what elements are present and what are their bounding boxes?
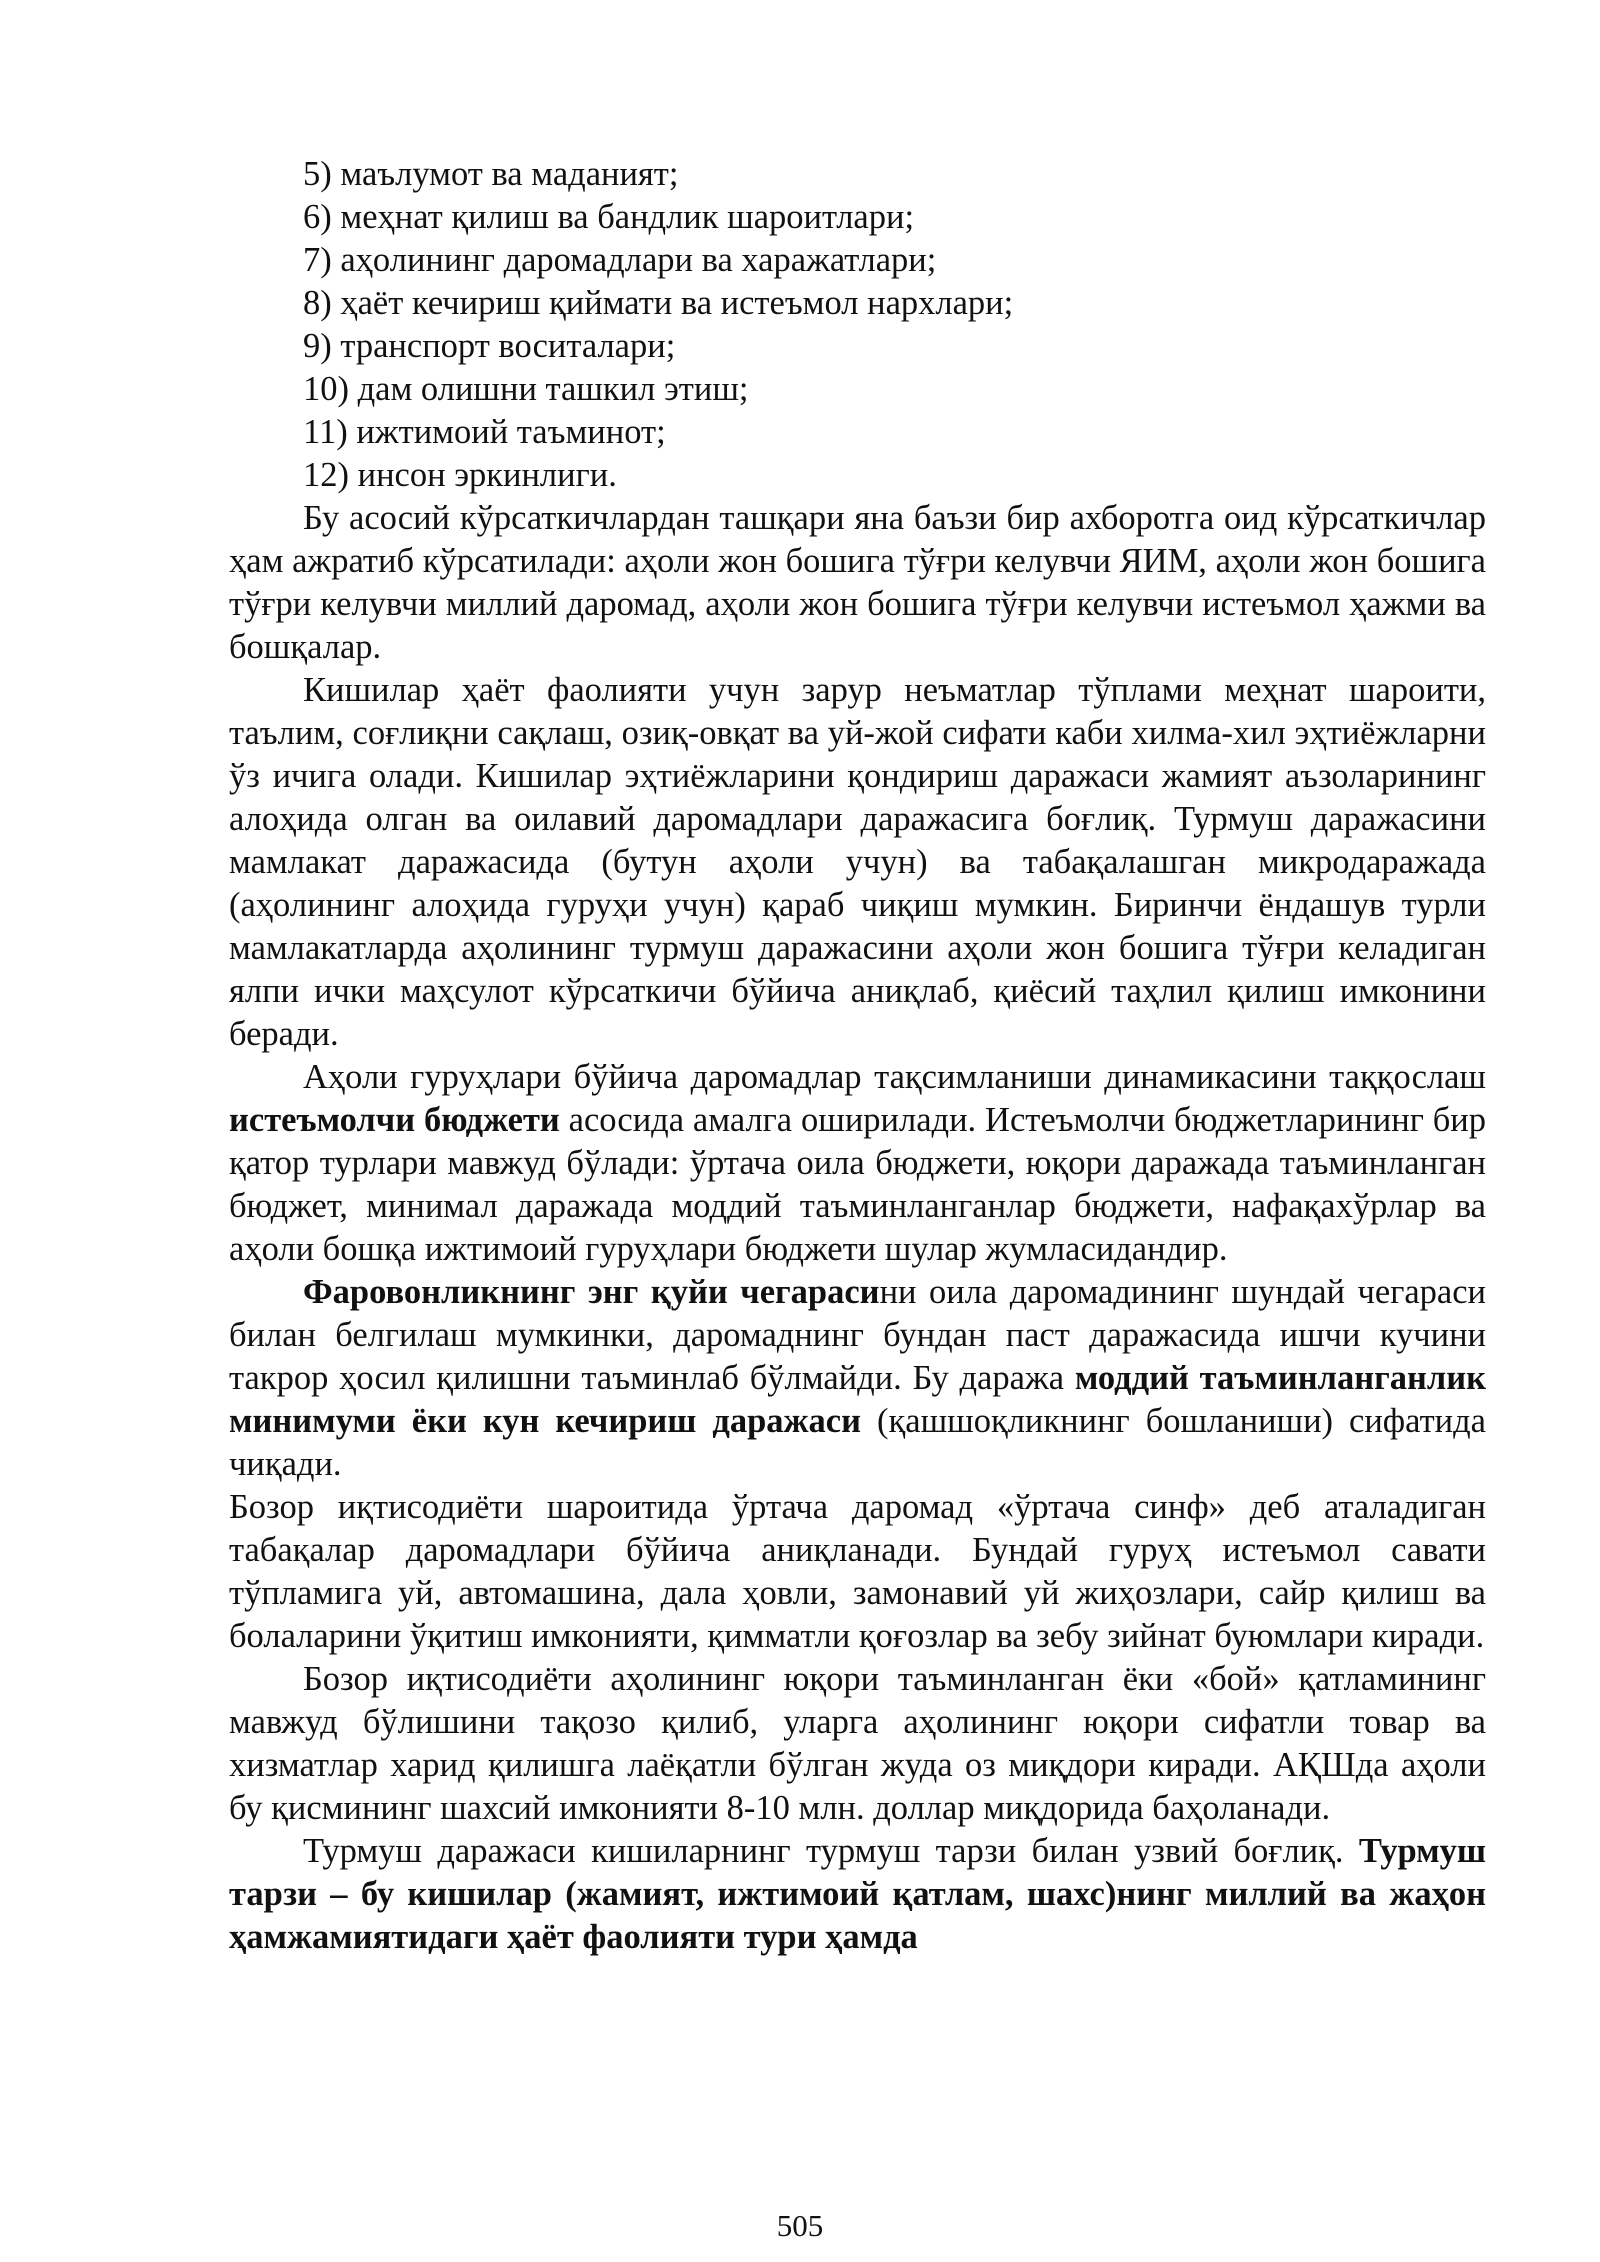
bold-definition: Турмуш тарзи – бу кишилар (жамият, ижтимоий қатлам, шахс)нинг миллий ва жаҳон ҳамжамиятидаги ҳаёт фаолияти тури ҳамда [229,1832,1486,1956]
paragraph-text: ни оила даромадининг шундай чегараси билан белгилаш мумкинки, даромаднинг бундан паст даражасида ишчи кучини такрор ҳосил қилишни таъминлаб бўлмайди. Бу даража [229,1273,1486,1397]
paragraph-text: асосида амалга оширилади. Истеъмолчи бюджетларининг бир қатор турлари мавжуд бўлади: ўртача оила бюджети, юқори даражада таъминланган бюджет, минимал даражада моддий таъминланганлар бюджети, нафақахўрлар ва аҳоли бошқа ижтимоий гуруҳлари бюджети шулар жумласидандир. [229,1101,1487,1268]
paragraph-wealthy-layer: Бозор иқтисодиёти аҳолининг юқори таъминланган ёки «бой» қатламининг мавжуд бўлишини тақозо қилиб, уларга аҳолининг юқори сифатли товар ва хизматлар харид қилишга лаёқатли бўлган жуда оз миқдори киради. АҚШда аҳоли бу қисмининг шахсий имконияти 8-10 млн. доллар миқдорида баҳоланади. [229,1660,1486,1827]
page-body [229,153,1486,1959]
paragraph-needs: Кишилар ҳаёт фаолияти учун зарур неъматлар тўплами меҳнат шароити, таълим, соғлиқни сақлаш, озиқ-овқат ва уй-жой сифати каби хилма-хил эҳтиёжларни ўз ичига олади. Кишилар эҳтиёжларини қондириш даражаси жамият аъзоларининг алоҳида олган ва оилавий даромадлари даражасига боғлиқ. Турмуш даражасини мамлакат даражасида (бутун аҳоли учун) ва табақалашган микродаражада (аҳолининг алоҳида гуруҳи учун) қараб чиқиш мумкин. Биринчи ёндашув турли мамлакатларда аҳолининг турмуш даражасини аҳоли жон бошига тўғри келадиган ялпи ички маҳсулот кўрсаткичи бўйича аниқлаб, қиёсий таҳлил қилиш имконини беради. [229,671,1486,1053]
list-item: 7) аҳолининг даромадлари ва харажатлари; [303,241,937,279]
bold-term: истеъмолчи бюджети [229,1101,560,1139]
indicator-list [229,153,1486,497]
paragraph-text: Турмуш даражаси кишиларнинг турмуш тарзи билан узвий боғлиқ. [303,1832,1359,1870]
list-item: 11) ижтимоий таъминот; [303,413,666,451]
page-number: 505 [776,2208,824,2243]
list-item: 6) меҳнат қилиш ва бандлик шароитлари; [303,198,915,236]
list-item: 12) инсон эркинлиги. [303,456,617,494]
paragraph-text: (қашшоқликнинг бошланиши) сифатида чиқади. [229,1402,1486,1483]
paragraph-additional-indicators: Бу асосий кўрсаткичлардан ташқари яна баъзи бир ахборотга оид кўрсаткичлар ҳам ажратиб кўрсатилади: аҳоли жон бошига тўғри келувчи ЯИМ, аҳоли жон бошига тўғри келувчи миллий даромад, аҳоли жон бошига тўғри келувчи истеъмол ҳажми ва бошқалар. [229,499,1486,666]
list-item: 5) маълумот ва маданият; [303,155,679,193]
paragraph-welfare-threshold [229,1271,1486,1486]
bold-term: Фаровонликнинг энг қуйи чегараси [303,1273,880,1311]
list-item: 9) транспорт воситалари; [303,327,676,365]
list-item: 10) дам олишни ташкил этиш; [303,370,749,408]
list-item: 8) ҳаёт кечириш қиймати ва истеъмол нархлари; [303,284,1014,322]
bold-term: моддий таъминланганлик минимуми ёки кун кечириш даражаси [229,1359,1486,1440]
paragraph-middle-class: Бозор иқтисодиёти шароитида ўртача даромад «ўртача синф» деб аталадиган табақалар даромадлари бўйича аниқланади. Бундай гуруҳ истеъмол савати тўпламига уй, автомашина, дала ҳовли, замонавий уй жиҳозлари, сайр қилиш ва болаларини ўқитиш имконияти, қимматли қоғозлар ва зебу зийнат буюмлари киради. [229,1488,1486,1655]
paragraph-consumer-budget [229,1056,1486,1271]
paragraph-lifestyle [229,1830,1486,1959]
paragraph-text: Аҳоли гуруҳлари бўйича даромадлар тақсимланиши динамикасини таққослаш [303,1058,1486,1096]
